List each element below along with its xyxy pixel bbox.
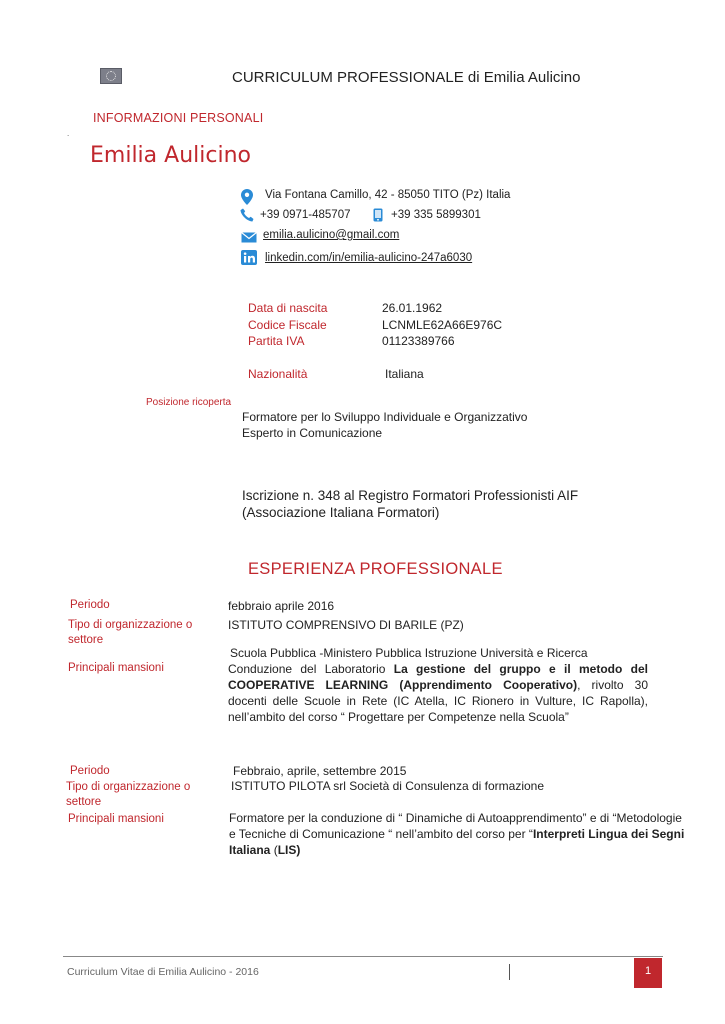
person-name: Emilia Aulicino: [90, 143, 251, 168]
position-label: Posizione ricoperta: [146, 397, 232, 408]
position-line-2: Esperto in Comunicazione: [242, 426, 383, 440]
org-type-label: Tipo di organizzazione o: [66, 781, 191, 793]
duties-text-mid: (: [270, 843, 278, 857]
eu-flag-icon: [100, 68, 122, 84]
duties-text: [228, 661, 648, 725]
tax-code-label: Codice Fiscale: [248, 318, 327, 332]
org-name: ISTITUTO PILOTA srl Società di Consulenza di formazione: [231, 779, 545, 793]
duties-label: Principali mansioni: [68, 813, 164, 825]
org-type-label: Tipo di organizzazione o: [68, 619, 193, 631]
org-name: ISTITUTO COMPRENSIVO DI BARILE (PZ): [228, 618, 464, 632]
period-label: Periodo: [70, 765, 110, 777]
period-value: febbraio aprile 2016: [228, 599, 335, 613]
document-title: CURRICULUM PROFESSIONALE di Emilia Aulicino: [232, 69, 581, 86]
vat-label: Partita IVA: [248, 334, 305, 348]
phone-icon: [240, 208, 254, 222]
position-line-1: Formatore per lo Sviluppo Individuale e Organizzativo: [242, 410, 528, 424]
linkedin-link[interactable]: linkedin.com/in/emilia-aulicino-247a6030: [265, 252, 473, 264]
tax-code-value: LCNMLE62A66E976C: [382, 318, 503, 332]
vat-value: 01123389766: [382, 334, 455, 348]
footer-separator: [509, 964, 510, 980]
birth-date-label: Data di nascita: [248, 301, 328, 315]
period-label: Periodo: [70, 599, 110, 611]
nationality-label: Nazionalità: [248, 367, 308, 381]
duties-text: [229, 810, 689, 858]
address-text: Via Fontana Camillo, 42 - 85050 TITO (Pz) Italia: [265, 189, 511, 201]
linkedin-icon: [241, 250, 257, 265]
footer-text: Curriculum Vitae di Emilia Aulicino - 2016: [67, 966, 259, 978]
envelope-icon: [241, 232, 257, 243]
duties-text-bold: Interpreti Lingua dei Segni Italiana: [229, 827, 685, 857]
nationality-value: Italiana: [385, 367, 424, 381]
registry-line-1: Iscrizione n. 348 al Registro Formatori Professionisti AIF: [242, 488, 579, 503]
org-sector: Scuola Pubblica -Ministero Pubblica Istruzione Università e Ricerca: [230, 646, 588, 660]
page-number: 1: [634, 958, 662, 988]
org-type-label-2: settore: [66, 796, 102, 808]
period-value: Febbraio, aprile, settembre 2015: [233, 764, 407, 778]
duties-text-pre: Formatore per la conduzione di “ Dinamiche di Autoapprendimento” e di “Metodologie e Tecniche di Comunicazione “ nell’ambito del corso per “: [229, 811, 682, 841]
duties-text-bold-2: LIS): [277, 843, 301, 857]
duties-text-pre: Conduzione del Laboratorio: [228, 662, 394, 676]
phone-text: +39 0971-485707: [260, 209, 351, 221]
birth-date-value: 26.01.1962: [382, 301, 443, 315]
stray-dot: .: [67, 129, 70, 138]
email-link[interactable]: emilia.aulicino@gmail.com: [263, 229, 400, 241]
footer-divider: [63, 956, 663, 957]
duties-text-bold: La gestione del gruppo e il metodo del COOPERATIVE LEARNING (Apprendimento Cooperativo): [228, 662, 648, 692]
map-pin-icon: [241, 189, 253, 205]
experience-heading: ESPERIENZA PROFESSIONALE: [248, 560, 503, 578]
mobile-phone-icon: [373, 208, 383, 222]
org-type-label-2: settore: [68, 634, 104, 646]
personal-info-heading: INFORMAZIONI PERSONALI: [93, 111, 264, 125]
mobile-text: +39 335 5899301: [391, 209, 481, 221]
duties-label: Principali mansioni: [68, 662, 164, 674]
registry-line-2: (Associazione Italiana Formatori): [242, 505, 440, 520]
duties-text-post: , rivolto 30 docenti delle Scuole in Rete (IC Atella, IC Rionero in Vulture, IC Rapolla), nell’ambito del corso “ Progettare per Competenze nella Scuola”: [228, 678, 648, 724]
